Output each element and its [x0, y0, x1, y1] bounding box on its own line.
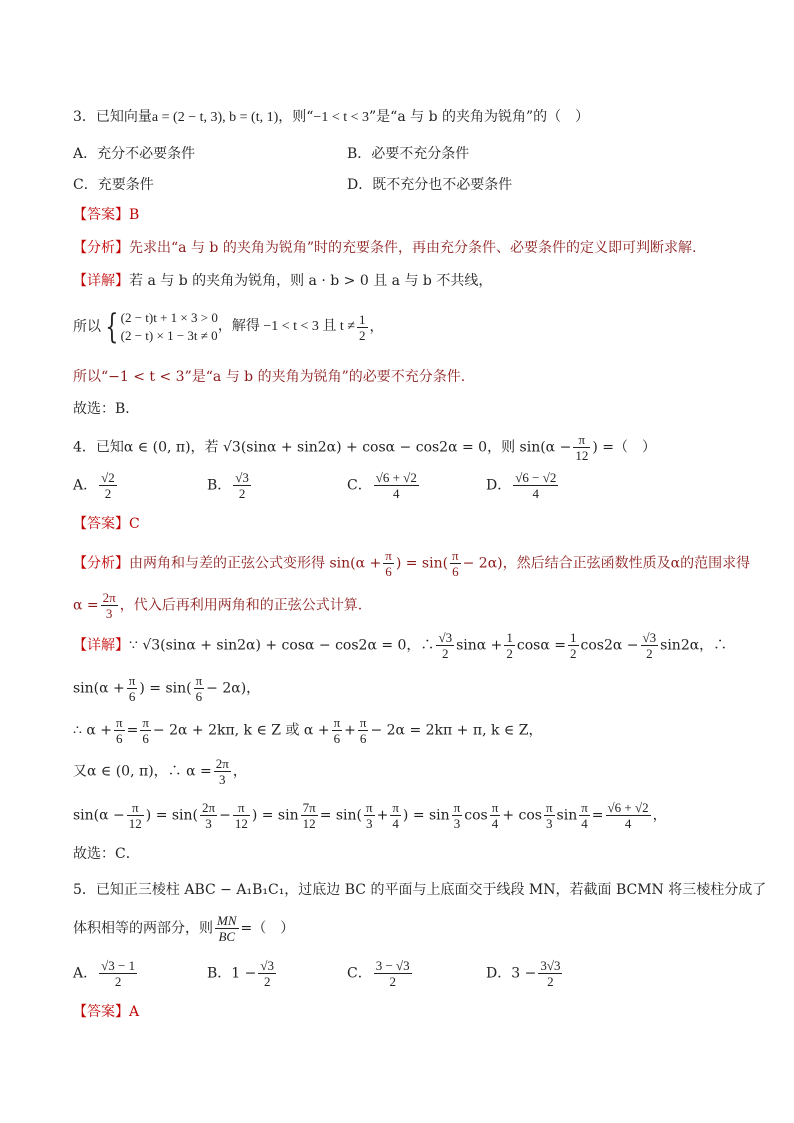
brace-symbol: {	[105, 307, 119, 347]
q4-analysis-tag: 【分析】	[73, 555, 129, 572]
fraction-den: 3	[453, 816, 461, 831]
option-fraction	[233, 470, 251, 501]
q5-stem-fraction	[215, 913, 239, 944]
fraction-den: 12	[302, 816, 316, 831]
fraction	[390, 800, 401, 831]
detail-text: +	[376, 807, 389, 824]
q5-answer: 【答案】A	[73, 1004, 140, 1020]
detail-text: − 2α = 2kπ + π, k ∈ Z，	[370, 722, 543, 739]
fraction	[233, 800, 250, 831]
fraction-num: 2π	[215, 756, 229, 771]
equation-system	[121, 309, 218, 345]
q4-option-c	[347, 470, 421, 501]
q3-detail-tag: 【详解】	[73, 273, 129, 289]
q3-stem-math: a = (2 − t, 3), b = (t, 1)	[151, 110, 279, 125]
q3-choose: 故选：B．	[73, 401, 140, 417]
fraction	[101, 590, 118, 621]
detail-text: ，	[652, 807, 667, 824]
fraction-num: π	[452, 548, 459, 563]
detail-text: ∴ α +	[73, 722, 112, 739]
fraction-num: 1	[359, 311, 366, 327]
q3-answer: 【答案】B	[73, 207, 140, 223]
fraction-den: 2	[506, 646, 513, 661]
option-fraction	[258, 958, 276, 989]
fraction	[452, 800, 463, 831]
fraction-num: π	[385, 548, 392, 563]
fraction-den: 3	[545, 816, 553, 831]
option-fraction	[513, 470, 558, 501]
q3-stem	[73, 108, 589, 127]
fraction-den: 2	[104, 486, 112, 501]
detail-text: cos2α −	[580, 637, 639, 654]
fraction-den: 6	[452, 564, 459, 579]
fraction-den: 3	[366, 816, 373, 831]
q4-option-d	[486, 470, 560, 501]
fraction	[504, 630, 515, 661]
fraction-num: 1	[570, 630, 577, 645]
fraction	[214, 756, 231, 787]
fraction-num: 2π	[202, 800, 216, 815]
fraction-num: π	[392, 800, 399, 815]
fraction-num: √6 − √2	[515, 470, 557, 485]
detail-text: sin(α +	[73, 680, 125, 697]
fraction-num: 3√3	[540, 958, 561, 973]
system-line-2: (2 − t) × 1 − 3t ≠ 0	[120, 328, 218, 343]
q3-detail-1-text: 若 a 与 b 的夹角为锐角，则 a · b > 0 且 a 与 b 不共线，	[129, 273, 493, 289]
detail-text: ) = sin	[402, 807, 450, 824]
fraction-num: π	[128, 673, 136, 688]
q4-detail-3	[73, 715, 542, 749]
analysis-text: ) = sin(	[395, 555, 449, 572]
fraction-num: 7π	[302, 800, 316, 815]
q3-detail-1	[73, 272, 492, 290]
q4-option-b	[207, 470, 253, 501]
fraction-den: 12	[575, 448, 589, 463]
fraction	[579, 800, 590, 831]
fraction-one-half	[357, 312, 368, 343]
fraction-den: 4	[392, 816, 399, 831]
fraction-num: 1	[506, 630, 513, 645]
fraction	[364, 800, 375, 831]
detail-text: − 2α + 2kπ, k ∈ Z 或 α +	[152, 722, 330, 739]
q4-detail-4	[73, 756, 247, 790]
q5-option-d	[486, 958, 564, 989]
detail-text: ∵ √3(sinα + sin2α) + cosα − cos2α = 0，∴	[129, 637, 435, 654]
analysis-text: ，代入后再利用两角和的正弦公式计算.	[119, 597, 363, 614]
option-label: B．1 −	[207, 965, 257, 982]
q4-analysis-1	[73, 548, 750, 582]
q4-detail-5	[73, 800, 667, 834]
q4-detail-2	[73, 673, 260, 707]
q4-stem-text: 4．已知α ∈ (0, π)，若 √3(sinα + sin2α) + cosα − cos2α = 0，则 sin(α −	[73, 439, 572, 456]
system-line-1: (2 − t)t + 1 × 3 > 0	[120, 310, 218, 325]
q3-detail-2	[73, 309, 384, 349]
fraction-den: 6	[142, 731, 149, 746]
fraction-den: 6	[195, 689, 203, 704]
q5-stem-end: =（ ）	[240, 920, 295, 937]
q4-analysis-2	[73, 590, 362, 624]
detail-text: ，	[232, 763, 247, 780]
fraction	[127, 800, 144, 831]
fraction-num: √6 + √2	[375, 470, 417, 485]
option-label: A．	[73, 477, 98, 494]
fraction-den: 2	[442, 646, 449, 661]
fraction	[450, 548, 461, 579]
q3-stem-condition-2: a 与 b 的夹角为锐角	[397, 109, 526, 125]
fraction-den: 6	[128, 689, 136, 704]
fraction-den: 2	[389, 974, 396, 989]
detail-text: ) = sin(	[145, 807, 199, 824]
q4-choose: 故选：C．	[73, 846, 140, 862]
fraction-num: 2π	[102, 590, 116, 605]
q4-stem-fraction	[573, 432, 590, 463]
detail-text: sin	[556, 807, 578, 824]
fraction-den: 4	[491, 816, 499, 831]
detail-text: + cos	[502, 807, 542, 824]
fraction	[383, 548, 394, 579]
fraction-num: π	[359, 715, 367, 730]
q5-stem-1: 5．已知正三棱柱 ABC − A₁B₁C₁，过底边 BC 的平面与上底面交于线段 MN，若截面 BCMN 将三棱柱分成了	[73, 882, 767, 898]
option-label: D．	[486, 477, 512, 494]
q5-stem-text: 体积相等的两部分，则	[73, 920, 213, 937]
detail-text: ) = sin(	[139, 680, 192, 697]
q5-option-b	[207, 958, 278, 989]
fraction-num: √2	[101, 470, 115, 485]
q3-detail-2-pre: 所以	[73, 319, 101, 335]
fraction-num: π	[491, 800, 499, 815]
analysis-text: α =	[73, 597, 99, 614]
q3-analysis-text: 先求出“a 与 b 的夹角为锐角”时的充要条件，再由充分条件、必要条件的定义即可判断求解.	[129, 240, 697, 256]
q3-detail-2-post: ，解得 −1 < t < 3 且 t ≠	[217, 319, 356, 334]
detail-text: 又α ∈ (0, π)，∴ α =	[73, 763, 212, 780]
fraction-num: π	[545, 800, 553, 815]
comma: ，	[369, 319, 384, 335]
q3-option-a: A．充分不必要条件	[73, 146, 196, 162]
detail-text: =	[126, 722, 139, 739]
fraction-den: 2	[238, 486, 246, 501]
fraction-num: π	[127, 800, 144, 816]
detail-text: = sin(	[319, 807, 363, 824]
fraction-den: 12	[234, 816, 248, 831]
detail-text: sinα +	[456, 637, 503, 654]
detail-text: sin2α，∴	[660, 637, 728, 654]
fraction-num: π	[233, 800, 250, 816]
fraction-den: 4	[581, 816, 588, 831]
q3-stem-condition: −1 < t < 3	[313, 110, 369, 125]
q3-stem-text: 3．已知向量	[73, 109, 152, 125]
q4-option-a	[73, 470, 119, 501]
fraction-num: π	[142, 715, 149, 730]
detail-text: cos	[464, 807, 488, 824]
fraction-num: π	[453, 800, 461, 815]
analysis-text: 由两角和与差的正弦公式变形得 sin(α +	[129, 555, 382, 572]
option-label: C．	[347, 477, 372, 494]
detail-text: +	[344, 722, 356, 739]
fraction-num: 3 − √3	[375, 958, 410, 973]
q4-answer: 【答案】C	[73, 516, 140, 532]
option-fraction	[99, 470, 117, 501]
q4-stem	[73, 432, 656, 466]
q3-stem-text-c: ”是“	[369, 109, 398, 125]
detail-text: sin(α −	[73, 807, 125, 824]
fraction-den: 6	[116, 731, 123, 746]
fraction-den: 3	[105, 606, 113, 621]
fraction-num: MN	[217, 913, 237, 928]
detail-text: =	[591, 807, 604, 824]
q3-analysis	[73, 239, 696, 257]
q3-stem-text-b: ，则“	[278, 109, 314, 125]
fraction-den: 12	[128, 816, 142, 831]
fraction-den: 3	[219, 772, 226, 787]
option-fraction	[374, 958, 412, 989]
detail-text: −	[219, 807, 231, 824]
fraction-num: √3	[438, 630, 453, 645]
option-label: D．3 −	[486, 965, 537, 982]
fraction-den: BC	[218, 929, 236, 944]
fraction-num: √3	[235, 470, 249, 485]
fraction-num: π	[195, 673, 203, 688]
fraction-den: 2	[570, 646, 577, 661]
q3-detail-3: 所以“−1 < t < 3”是“a 与 b 的夹角为锐角”的必要不充分条件.	[73, 369, 466, 385]
q4-detail-1	[73, 630, 727, 666]
fraction	[568, 630, 579, 661]
fraction-den: 2	[263, 974, 271, 989]
q3-option-b: B．必要不充分条件	[347, 146, 470, 162]
fraction-num: √3 − 1	[101, 958, 136, 973]
fraction-num: π	[333, 715, 341, 730]
q5-option-a	[73, 958, 139, 989]
fraction-num: π	[116, 715, 123, 730]
fraction-num: √6 + √2	[607, 800, 649, 815]
fraction	[490, 800, 501, 831]
fraction	[641, 630, 659, 661]
fraction	[544, 800, 555, 831]
fraction	[606, 800, 651, 831]
option-fraction	[99, 958, 137, 989]
option-label: B．	[207, 477, 232, 494]
fraction	[194, 673, 205, 704]
fraction-den: 6	[385, 564, 392, 579]
q5-stem-2	[73, 913, 294, 947]
option-fraction	[538, 958, 562, 989]
option-label: C．	[347, 965, 372, 982]
q3-option-c: C．充要条件	[73, 177, 154, 193]
q4-stem-end: ) =（ ）	[592, 439, 656, 456]
analysis-text: − 2α)，然后结合正弦函数性质及α的范围求得	[462, 555, 751, 572]
fraction-den: 2	[359, 327, 366, 343]
fraction-num: √3	[260, 958, 275, 973]
fraction-den: 6	[359, 731, 367, 746]
detail-text: ) = sin	[251, 807, 299, 824]
q3-stem-text-d: ”的（ ）	[526, 109, 590, 125]
option-fraction	[374, 470, 419, 501]
fraction	[127, 673, 138, 704]
fraction-num: π	[581, 800, 588, 815]
fraction-den: 2	[114, 974, 122, 989]
fraction-num: π	[366, 800, 373, 815]
fraction-den: 6	[333, 731, 341, 746]
fraction-den: 4	[393, 486, 400, 501]
fraction-den: 4	[532, 486, 540, 501]
q3-option-d: D．既不充分也不必要条件	[347, 177, 513, 193]
fraction	[140, 715, 151, 746]
fraction-num: √3	[642, 630, 657, 645]
detail-text: cosα =	[516, 637, 566, 654]
fraction-den: 4	[624, 816, 632, 831]
q3-analysis-tag: 【分析】	[73, 240, 129, 256]
fraction-den: 3	[205, 816, 212, 831]
fraction	[358, 715, 369, 746]
option-label: A．	[73, 965, 98, 982]
q5-option-c	[347, 958, 414, 989]
fraction	[114, 715, 125, 746]
q4-detail-tag: 【详解】	[73, 637, 129, 654]
fraction-den: 2	[547, 974, 554, 989]
fraction	[436, 630, 454, 661]
fraction-num: π	[573, 432, 590, 448]
detail-text: − 2α)，	[206, 680, 261, 697]
fraction	[301, 800, 318, 831]
fraction	[200, 800, 217, 831]
fraction-den: 2	[646, 646, 653, 661]
fraction	[332, 715, 343, 746]
